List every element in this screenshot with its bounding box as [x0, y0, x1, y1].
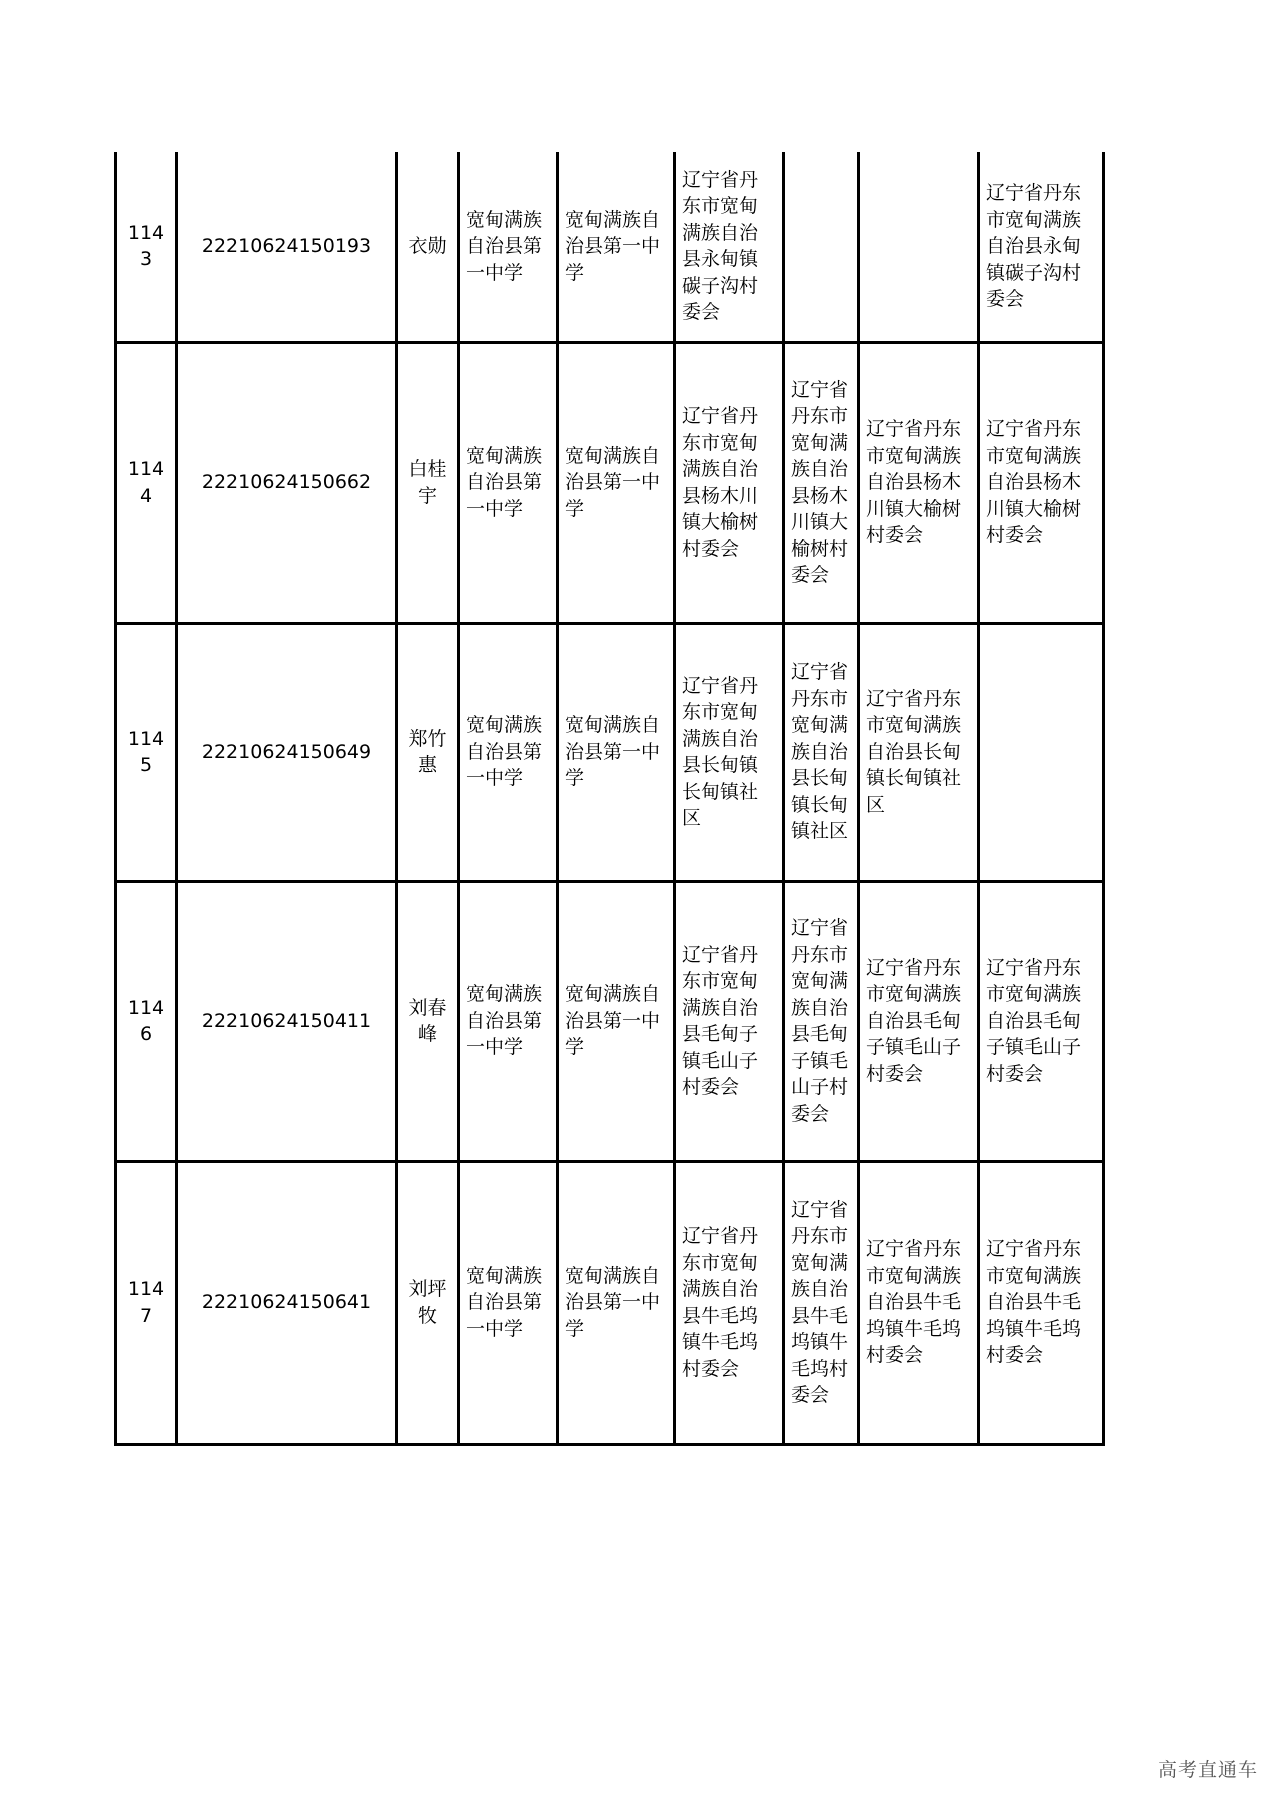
school-cell: 宽甸满族自治县第一中学 [459, 152, 558, 342]
address-cell: 辽宁省丹东市宽甸满族自治县长甸镇长甸镇社区 [859, 623, 979, 881]
school-cell: 宽甸满族自治县第一中学 [558, 342, 675, 623]
exam-id: 22210624150662 [177, 342, 397, 623]
address-cell: 辽宁省丹东市宽甸满族自治县永甸镇碳子沟村委会 [675, 152, 784, 342]
row-number: 1146 [116, 881, 177, 1161]
address-cell: 辽宁省丹东市宽甸满族自治县牛毛坞镇牛毛坞村委会 [675, 1161, 784, 1444]
student-name: 郑竹惠 [397, 623, 459, 881]
address-cell: 辽宁省丹东市宽甸满族自治县牛毛坞镇牛毛坞村委会 [784, 1161, 859, 1444]
address-cell: 辽宁省丹东市宽甸满族自治县毛甸子镇毛山子村委会 [979, 881, 1104, 1161]
school-cell: 宽甸满族自治县第一中学 [459, 881, 558, 1161]
school-cell: 宽甸满族自治县第一中学 [459, 1161, 558, 1444]
exam-id: 22210624150649 [177, 623, 397, 881]
school-cell: 宽甸满族自治县第一中学 [558, 152, 675, 342]
address-cell: 辽宁省丹东市宽甸满族自治县长甸镇长甸镇社区 [675, 623, 784, 881]
table-row [116, 623, 1104, 881]
table-row [116, 881, 1104, 1161]
school-cell: 宽甸满族自治县第一中学 [558, 623, 675, 881]
address-cell: 辽宁省丹东市宽甸满族自治县牛毛坞镇牛毛坞村委会 [859, 1161, 979, 1444]
address-cell: 辽宁省丹东市宽甸满族自治县毛甸子镇毛山子村委会 [675, 881, 784, 1161]
student-name: 衣勋 [397, 152, 459, 342]
exam-id: 22210624150411 [177, 881, 397, 1161]
row-number: 1145 [116, 623, 177, 881]
school-cell: 宽甸满族自治县第一中学 [459, 342, 558, 623]
row-number: 1144 [116, 342, 177, 623]
student-name: 刘春峰 [397, 881, 459, 1161]
school-cell: 宽甸满族自治县第一中学 [558, 1161, 675, 1444]
address-cell: 辽宁省丹东市宽甸满族自治县毛甸子镇毛山子村委会 [859, 881, 979, 1161]
address-cell: 辽宁省丹东市宽甸满族自治县杨木川镇大榆树村委会 [979, 342, 1104, 623]
table-row [116, 152, 1104, 342]
watermark-text: 高考直通车 [1157, 1759, 1258, 1781]
row-number: 1143 [116, 152, 177, 342]
address-cell: 辽宁省丹东市宽甸满族自治县长甸镇长甸镇社区 [784, 623, 859, 881]
address-cell: 辽宁省丹东市宽甸满族自治县杨木川镇大榆树村委会 [675, 342, 784, 623]
exam-id: 22210624150193 [177, 152, 397, 342]
student-roster-table [114, 152, 1105, 1446]
address-cell [784, 152, 859, 342]
school-cell: 宽甸满族自治县第一中学 [558, 881, 675, 1161]
table-row [116, 1161, 1104, 1444]
row-number: 1147 [116, 1161, 177, 1444]
table-row [116, 342, 1104, 623]
address-cell: 辽宁省丹东市宽甸满族自治县杨木川镇大榆树村委会 [859, 342, 979, 623]
address-cell: 辽宁省丹东市宽甸满族自治县毛甸子镇毛山子村委会 [784, 881, 859, 1161]
address-cell: 辽宁省丹东市宽甸满族自治县杨木川镇大榆树村委会 [784, 342, 859, 623]
address-cell: 辽宁省丹东市宽甸满族自治县永甸镇碳子沟村委会 [979, 152, 1104, 342]
exam-id: 22210624150641 [177, 1161, 397, 1444]
address-cell [979, 623, 1104, 881]
school-cell: 宽甸满族自治县第一中学 [459, 623, 558, 881]
address-cell [859, 152, 979, 342]
student-name: 白桂宇 [397, 342, 459, 623]
student-name: 刘坪牧 [397, 1161, 459, 1444]
address-cell: 辽宁省丹东市宽甸满族自治县牛毛坞镇牛毛坞村委会 [979, 1161, 1104, 1444]
